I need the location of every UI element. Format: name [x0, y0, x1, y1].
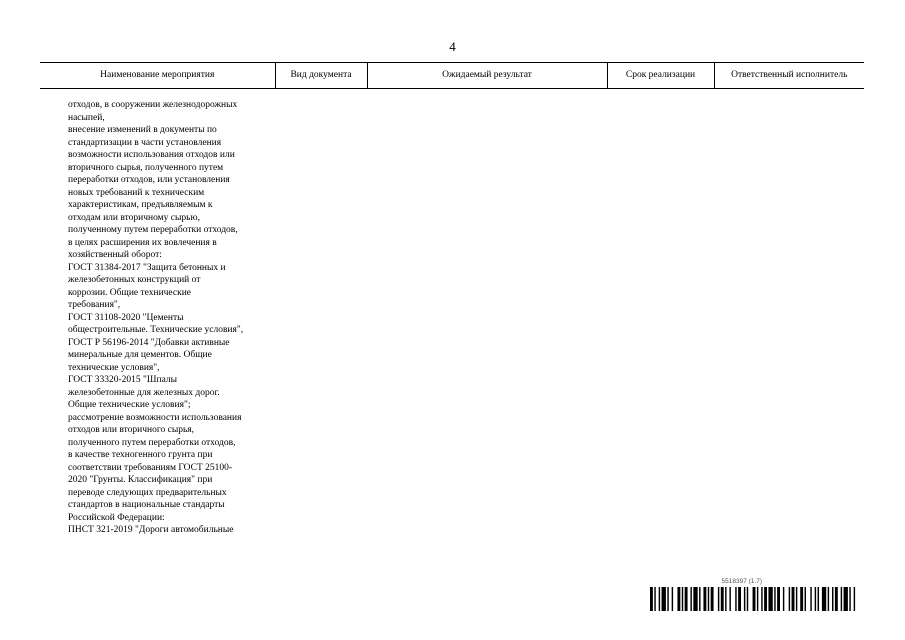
measures-table: [40, 62, 864, 537]
barcode-bar: [650, 587, 653, 611]
barcode-bar: [777, 587, 780, 611]
barcode-bar: [818, 587, 819, 611]
barcode-bar: [725, 587, 726, 611]
deadline-cell: [607, 89, 714, 537]
barcode-bars: [650, 587, 858, 611]
barcode-bar: [738, 587, 741, 611]
barcode-bar: [768, 587, 772, 611]
barcode-bar: [796, 587, 797, 611]
barcode-bar: [718, 587, 719, 611]
expected-result-cell: [367, 89, 607, 537]
barcode-bar: [708, 587, 709, 611]
barcode-bar: [815, 587, 816, 611]
barcode-bar: [682, 587, 683, 611]
column-header-activity: Наименование мероприятия: [40, 63, 275, 89]
activity-cell: [40, 89, 275, 537]
barcode-bar: [654, 587, 655, 611]
barcode-bar: [703, 587, 706, 611]
barcode-bar: [810, 587, 811, 611]
barcode-bar: [800, 587, 803, 611]
table-header-row: [40, 63, 864, 89]
barcode-bar: [764, 587, 767, 611]
column-header-document-type: Вид документа: [275, 63, 367, 89]
barcode-bar: [721, 587, 724, 611]
page-number: 4: [449, 39, 456, 54]
barcode-bar: [849, 587, 850, 611]
barcode-bar: [835, 587, 838, 611]
barcode-bar: [677, 587, 680, 611]
table-row: [40, 89, 864, 537]
barcode-bar: [729, 587, 730, 611]
document-barcode: [650, 578, 858, 612]
barcode-bar: [757, 587, 758, 611]
barcode-bar: [667, 587, 668, 611]
barcode-bar: [662, 587, 666, 611]
barcode-bar: [805, 587, 806, 611]
barcode-bar: [783, 587, 784, 611]
barcode-bar: [761, 587, 762, 611]
barcode-bar: [693, 587, 697, 611]
barcode-bar: [832, 587, 833, 611]
barcode-bar: [822, 587, 826, 611]
barcode-bar: [844, 587, 848, 611]
column-header-responsible-executor: Ответственный исполнитель: [714, 63, 864, 89]
column-header-expected-result: Ожидаемый результат: [367, 63, 607, 89]
barcode-bar: [789, 587, 790, 611]
barcode-caption: 5518397 (1.7): [721, 578, 762, 585]
document-type-cell: [275, 89, 367, 537]
barcode-bar: [744, 587, 745, 611]
barcode-bar: [854, 587, 855, 611]
activity-text: отходов, в сооружении железнодорожных насыпей, внесение изменений в документы по стандартизации в части установления возможности использования отходов или вторичного сырья, полученного путем переработки отходов, или установления новых требований к техническим характеристикам, предъявляемым к отходам или вторичному сырью, полученному путем переработки отходов, в целях расширения их вовлечения в хозяйственный оборот: ГОСТ 31384-2017 "Защита бетонных и железобетонных конструкций от коррозии. Общие технические требования", ГОСТ 31108-2020 "Цементы общестроительные. Технические условия", ГОСТ Р 56196-2014 "Добавки активные минеральные для цементов. Общие технические условия", ГОСТ 33320-2015 "Шпалы железобетонные для железных дорог. Общие технические условия"; рассмотрение возможности использования отходов или вторичного сырья, полученного путем переработки отходов, в качестве техногенного грунта при соответствии требованиям ГОСТ 25100- 2020 "Грунты. Классификация" при переводе следующих предварительных стандартов в национальные стандарты Российской Федерации: ПНСТ 321-2019 "Дороги автомобильные: [68, 100, 244, 535]
barcode-bar: [672, 587, 673, 611]
barcode-bar: [774, 587, 775, 611]
barcode-bar: [699, 587, 700, 611]
barcode-bar: [828, 587, 829, 611]
barcode-bar: [735, 587, 736, 611]
barcode-bar: [753, 587, 756, 611]
barcode-bar: [690, 587, 691, 611]
column-header-deadline: Срок реализации: [607, 63, 714, 89]
barcode-bar: [747, 587, 748, 611]
barcode-bar: [659, 587, 660, 611]
barcode-bar: [841, 587, 842, 611]
responsible-executor-cell: [714, 89, 864, 537]
barcode-bar: [685, 587, 688, 611]
barcode-bar: [711, 587, 714, 611]
barcode-bar: [792, 587, 795, 611]
